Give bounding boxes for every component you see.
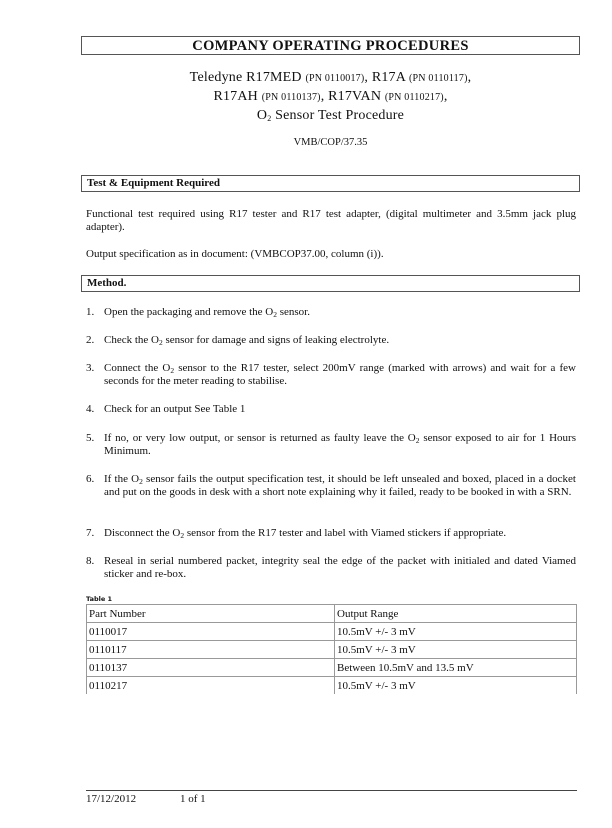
- method-step: [86, 334, 576, 347]
- document-reference: VMB/COP/37.35: [293, 137, 368, 148]
- step-number: 8.: [86, 555, 95, 567]
- part-number-cell: 0110017: [87, 623, 335, 641]
- output-spec-paragraph: Output specification as in document: (VMBCOP37.00, column (i)).: [86, 248, 384, 260]
- step-text: Disconnect the $O_2$ sensor from the R17 tester and label with Viamed stickers if appropriate.: [104, 527, 507, 540]
- subtitle-line-2: [81, 87, 580, 107]
- method-step: [86, 432, 576, 458]
- footer-page-number: 1 of 1: [180, 793, 206, 805]
- table-caption: Table 1: [86, 595, 113, 603]
- step-number: 1.: [86, 306, 95, 318]
- separator: ,: [467, 70, 472, 85]
- part-number: (PN 0110217): [384, 92, 444, 103]
- method-step: [86, 403, 576, 416]
- step-text: Check the $O_2$ sensor for damage and signs of leaking electrolyte.: [104, 334, 390, 347]
- o2-symbol: O: [256, 108, 268, 123]
- step-number: 6.: [86, 473, 95, 485]
- column-header-output-range: Output Range: [335, 605, 577, 623]
- step-text: If no, or very low output, or sensor is returned as faulty leave the $O_2$ sensor exposed to air for 1 Hours Minimum.: [104, 432, 576, 457]
- step-number: 3.: [86, 362, 95, 374]
- output-range-cell: 10.5mV +/- 3 mV: [335, 623, 577, 641]
- equipment-paragraph: Functional test required using R17 tester and R17 test adapter, (digital multimeter and 3.5mm jack plug adapter).: [86, 208, 576, 233]
- part-number: (PN 0110137): [261, 92, 321, 103]
- part-number: (PN 0110117): [409, 73, 468, 84]
- method-step: [86, 555, 576, 581]
- model-r17med: Teledyne R17MED: [189, 70, 306, 85]
- table-row: [87, 623, 577, 641]
- step-text: If the $O_2$ sensor fails the output specification test, it should be left unsealed and boxed, placed in a docket and put on the goods in desk with a short note explaining why it failed, ready to be booked in with a SRN.: [104, 473, 576, 498]
- step-number: 4.: [86, 403, 95, 415]
- output-range-cell: 10.5mV +/- 3 mV: [335, 677, 577, 695]
- table-row: [87, 677, 577, 695]
- model-r17van: , R17VAN: [320, 89, 385, 104]
- subtitle-line-3: [81, 106, 580, 125]
- step-number: 5.: [86, 432, 95, 444]
- footer-divider: [86, 790, 577, 791]
- part-number: (PN 0110017): [305, 73, 365, 84]
- method-step: [86, 527, 576, 540]
- section-heading-equipment: Test & Equipment Required: [81, 175, 580, 192]
- part-number-cell: 0110137: [87, 659, 335, 677]
- method-step: [86, 306, 576, 319]
- separator: ,: [443, 89, 448, 104]
- method-step: [86, 473, 576, 499]
- model-r17a: , R17A: [364, 70, 409, 85]
- output-range-table: [86, 604, 577, 694]
- subscript: 2: [267, 114, 272, 123]
- step-text: Check for an output See Table 1: [104, 403, 246, 415]
- part-number-cell: 0110217: [87, 677, 335, 695]
- step-text: Reseal in serial numbered packet, integrity seal the edge of the packet with initialed and dated Viamed sticker and re-box.: [104, 555, 576, 580]
- output-range-cell: Between 10.5mV and 13.5 mV: [335, 659, 577, 677]
- column-header-part-number: Part Number: [87, 605, 335, 623]
- table-header-row: [87, 605, 577, 623]
- output-range-cell: 10.5mV +/- 3 mV: [335, 641, 577, 659]
- step-text: Connect the $O_2$ sensor to the R17 tester, select 200mV range (marked with arrows) and wait for a few seconds for the meter reading to stabilise.: [104, 362, 576, 387]
- procedure-name: Sensor Test Procedure: [271, 108, 405, 123]
- step-text: Open the packaging and remove the $O_2$ sensor.: [104, 306, 310, 319]
- method-step: [86, 362, 576, 388]
- page-title: COMPANY OPERATING PROCEDURES: [81, 36, 580, 55]
- step-number: 2.: [86, 334, 95, 346]
- model-r17ah: R17AH: [213, 89, 262, 104]
- part-number-cell: 0110117: [87, 641, 335, 659]
- table-row: [87, 641, 577, 659]
- section-heading-method: Method.: [81, 275, 580, 292]
- step-number: 7.: [86, 527, 95, 539]
- footer-date: 17/12/2012: [86, 793, 137, 805]
- table-row: [87, 659, 577, 677]
- subtitle-line-1: [81, 68, 580, 88]
